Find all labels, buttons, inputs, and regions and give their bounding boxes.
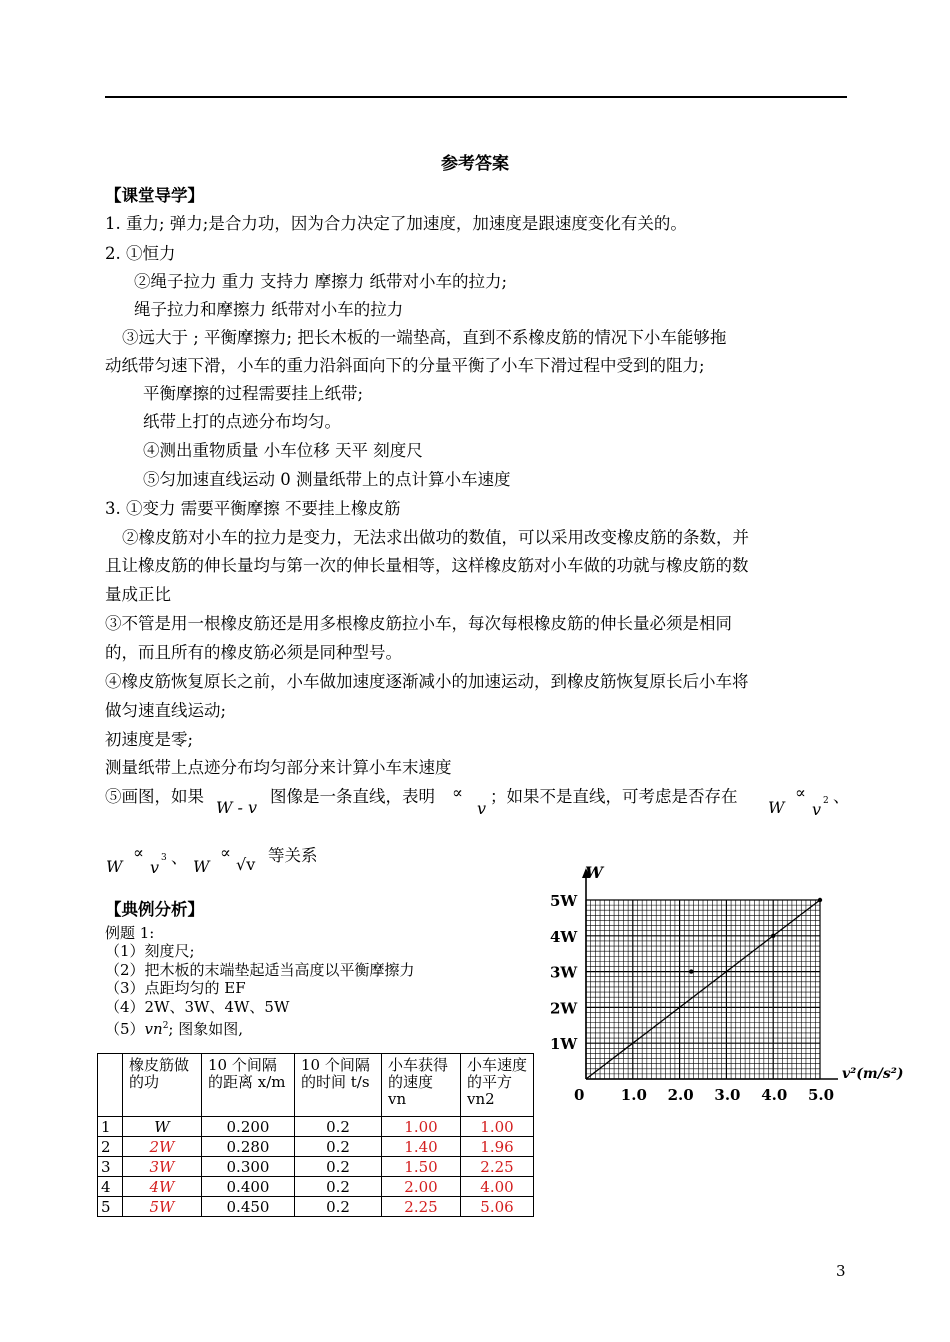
answer-line-9: ④测出重物质量 小车位移 天平 刻度尺 xyxy=(143,441,423,460)
proportional-symbol: ∝ xyxy=(452,783,463,802)
y-tick-label: 1W xyxy=(550,1035,578,1054)
table-cell: 0.2 xyxy=(295,1157,382,1177)
example-answer-4: （4）2W、3W、4W、5W xyxy=(105,998,290,1016)
example-answer-1: （1）刻度尺; xyxy=(105,942,195,960)
answer-line-11: 3. ①变力 需要平衡摩擦 不要挂上橡皮筋 xyxy=(105,499,401,518)
table-header: 10 个间隔的距离 x/m xyxy=(202,1054,295,1117)
answer-line-2: 2. ①恒力 xyxy=(105,244,176,263)
table-row xyxy=(98,1117,534,1137)
answer-line-3: ②绳子拉力 重力 支持力 摩擦力 纸带对小车的拉力; xyxy=(134,272,508,291)
example-question: 例题 1: xyxy=(105,924,155,942)
table-cell: 4W xyxy=(123,1177,202,1197)
table-cell: 1.00 xyxy=(461,1117,534,1137)
table-cell: 0.2 xyxy=(295,1117,382,1137)
answer-line-21-d: 、 xyxy=(833,787,850,806)
section-example: 【典例分析】 xyxy=(105,900,204,919)
table-cell: 5.06 xyxy=(461,1197,534,1217)
answer-line-13: 且让橡皮筋的伸长量均与第一次的伸长量相等，这样橡皮筋对小车做的功就与橡皮筋的数 xyxy=(105,556,749,575)
table-cell: 5W xyxy=(123,1197,202,1217)
table-cell: 4 xyxy=(98,1177,123,1197)
table-cell: 1 xyxy=(98,1117,123,1137)
data-point xyxy=(689,969,693,973)
answer-line-8: 纸带上打的点迹分布均匀。 xyxy=(143,412,341,431)
y-tick-label: 2W xyxy=(550,999,578,1018)
answer-line-21-c: ；如果不是直线，可考虑是否存在 xyxy=(490,787,738,806)
answer-line-1: 1. 重力; 弹力;是合力功，因为合力决定了加速度，加速度是跟速度变化有关的。 xyxy=(105,214,687,233)
proportional-symbol: ∝ xyxy=(795,783,806,802)
table-cell: 3W xyxy=(123,1157,202,1177)
formula-v: v xyxy=(150,858,160,877)
table-cell: 0.2 xyxy=(295,1197,382,1217)
table-row xyxy=(98,1137,534,1157)
table-cell: 0.280 xyxy=(202,1137,295,1157)
table-cell: 2.25 xyxy=(461,1157,534,1177)
table-cell: 0.2 xyxy=(295,1137,382,1157)
table-cell: 0.2 xyxy=(295,1177,382,1197)
formula-w-minus-v: W - v xyxy=(216,798,258,817)
answer-line-16: 的，而且所有的橡皮筋必须是同种型号。 xyxy=(105,643,402,662)
table-row xyxy=(98,1157,534,1177)
answer-line-20: 测量纸带上点迹分布均匀部分来计算小车末速度 xyxy=(105,758,452,777)
table-header-index xyxy=(98,1054,123,1117)
example-answer-3: （3）点距均匀的 EF xyxy=(105,979,246,997)
example-answer-2: （2）把木板的末端垫起适当高度以平衡摩擦力 xyxy=(105,961,415,979)
answer-line-6: 动纸带匀速下滑，小车的重力沿斜面向下的分量平衡了小车下滑过程中受到的阻力; xyxy=(105,356,705,375)
table-cell: 5 xyxy=(98,1197,123,1217)
y-tick-label: 4W xyxy=(550,927,578,946)
table-header: 小车获得的速度 vn xyxy=(382,1054,461,1117)
formula-sqrt-v: √v xyxy=(236,855,256,874)
x-tick-label: 4.0 xyxy=(761,1086,788,1104)
chart-y-label: W xyxy=(585,863,603,882)
formula-w: W xyxy=(106,857,123,876)
chart-x-label: v²(m/s²) xyxy=(842,1066,904,1082)
answer-line-10: ⑤匀加速直线运动 0 测量纸带上的点计算小车速度 xyxy=(143,470,511,489)
y-tick-label: 5W xyxy=(550,892,578,910)
answer-line-4: 绳子拉力和摩擦力 纸带对小车的拉力 xyxy=(134,300,404,319)
superscript: 2 xyxy=(823,796,829,806)
data-point xyxy=(818,898,822,902)
answer-line-21-b: 图像是一条直线，表明 xyxy=(270,787,435,806)
proportional-symbol: ∝ xyxy=(220,843,231,862)
table-cell: 2.25 xyxy=(382,1197,461,1217)
section-classroom: 【课堂导学】 xyxy=(105,186,204,205)
page-number: 3 xyxy=(836,1262,846,1280)
answer-line-15: ③不管是用一根橡皮筋还是用多根橡皮筋拉小车，每次每根橡皮筋的伸长量必须是相同 xyxy=(105,614,732,633)
formula-v: v xyxy=(477,799,487,818)
table-cell: 0.400 xyxy=(202,1177,295,1197)
table-cell: W xyxy=(123,1117,202,1137)
x-tick-label: 1.0 xyxy=(620,1086,647,1104)
answer-line-14: 量成正比 xyxy=(105,585,171,604)
table-header-row xyxy=(98,1054,534,1117)
x-tick-label: 0 xyxy=(574,1086,585,1104)
y-tick-label: 3W xyxy=(550,963,578,982)
x-tick-label: 5.0 xyxy=(808,1086,835,1104)
data-table xyxy=(97,1053,534,1217)
table-cell: 2 xyxy=(98,1137,123,1157)
table-row xyxy=(98,1177,534,1197)
table-cell: 0.450 xyxy=(202,1197,295,1217)
table-header: 10 个间隔的时间 t/s xyxy=(295,1054,382,1117)
chart-marks xyxy=(586,898,822,1079)
w-vs-v-squared-chart xyxy=(550,860,925,1110)
table-header: 小车速度的平方 vn2 xyxy=(461,1054,534,1117)
table-cell: 2W xyxy=(123,1137,202,1157)
answer-line-19: 初速度是零; xyxy=(105,730,194,749)
table-cell: 2.00 xyxy=(382,1177,461,1197)
x-tick-label: 2.0 xyxy=(667,1086,694,1104)
x-tick-label: 3.0 xyxy=(714,1086,741,1104)
data-point xyxy=(771,934,775,938)
table-cell: 1.96 xyxy=(461,1137,534,1157)
table-cell: 1.50 xyxy=(382,1157,461,1177)
answer-line-22-a: 、 xyxy=(171,848,188,867)
answer-line-18: 做匀速直线运动; xyxy=(105,701,227,720)
table-cell: 0.200 xyxy=(202,1117,295,1137)
proportional-symbol: ∝ xyxy=(133,843,144,862)
table-cell: 1.00 xyxy=(382,1117,461,1137)
table-header: 橡皮筋做的功 xyxy=(123,1054,202,1117)
superscript: 3 xyxy=(161,853,167,863)
table-row xyxy=(98,1197,534,1217)
formula-w: W xyxy=(768,798,785,817)
table-cell: 1.40 xyxy=(382,1137,461,1157)
example-answer-5: $(5)vn^2$; 图象如图, xyxy=(105,1020,244,1038)
page-title: 参考答案 xyxy=(441,154,509,174)
answer-line-17: ④橡皮筋恢复原长之前，小车做加速度逐渐减小的加速运动，到橡皮筋恢复原长后小车将 xyxy=(105,672,749,691)
formula-w: W xyxy=(193,857,210,876)
answer-line-5: ③远大于 ; 平衡摩擦力; 把长木板的一端垫高，直到不系橡皮筋的情况下小车能够拖 xyxy=(122,328,727,347)
table-cell: 4.00 xyxy=(461,1177,534,1197)
table-cell: 0.300 xyxy=(202,1157,295,1177)
answer-line-21-a: ⑤画图，如果 xyxy=(105,787,204,806)
table-cell: 3 xyxy=(98,1157,123,1177)
answer-line-22-b: 等关系 xyxy=(268,846,318,865)
formula-v: v xyxy=(812,800,822,819)
header-rule xyxy=(105,96,847,98)
answer-line-12: ②橡皮筋对小车的拉力是变力，无法求出做功的数值，可以采用改变橡皮筋的条数，并 xyxy=(122,528,749,547)
answer-line-7: 平衡摩擦的过程需要挂上纸带; xyxy=(143,384,364,403)
